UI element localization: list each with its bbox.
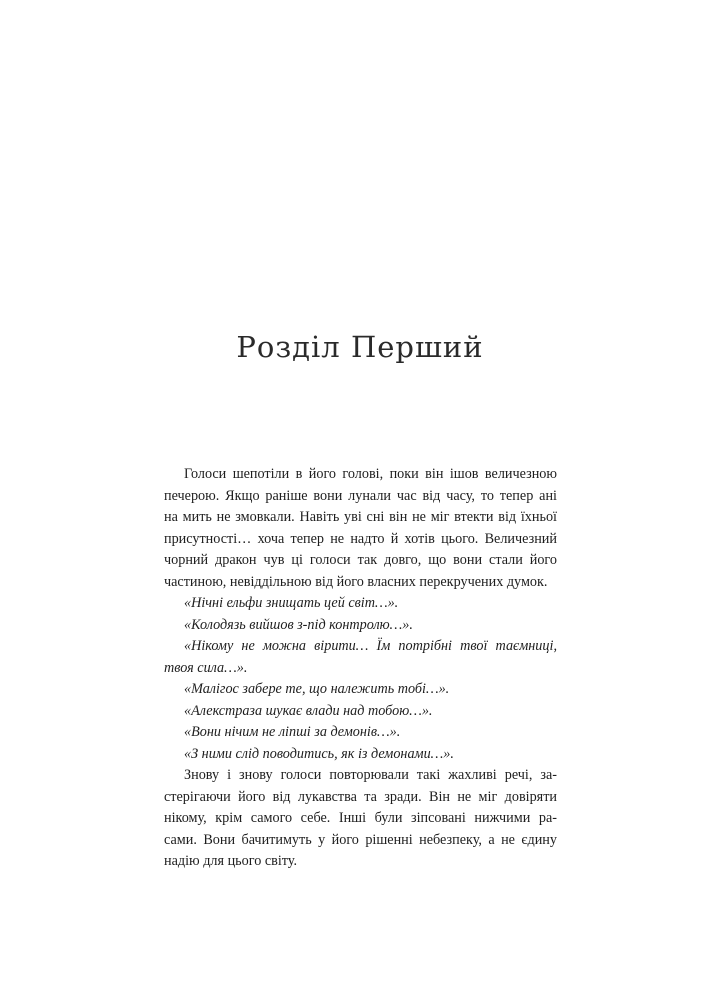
chapter-title: Розділ Перший bbox=[236, 330, 484, 364]
quote-line: твоя сила…». bbox=[164, 659, 248, 676]
quote-line: «Колодязь вийшов з-під контролю…». bbox=[184, 616, 413, 633]
quote-line: «Нікому не можна вірити… Їм потрібні твої таємниці, bbox=[184, 638, 557, 654]
text-line: присутності… хоча тепер не надто й хотів цього. Величезний bbox=[164, 530, 557, 547]
text-line: на мить не змовкали. Навіть уві сні він не міг втекти від їхньої bbox=[164, 509, 557, 525]
quote-line: «Вони нічим не ліпші за демонів…». bbox=[184, 724, 401, 740]
text-line: печерою. Якщо раніше вони лунали час від часу, то тепер ані bbox=[164, 487, 557, 504]
text-line: Знову і знову голоси повторювали такі жахливі речі, за- bbox=[184, 767, 557, 783]
text-line: надію для цього світу. bbox=[164, 853, 297, 869]
text-line: нікому, крім самого себе. Інші були зіпсовані нижчими ра- bbox=[164, 810, 557, 826]
quote-line: «Малігос забере те, що належить тобі…». bbox=[184, 681, 450, 697]
quote-line: «Алекстраза шукає влади над тобою…». bbox=[184, 702, 433, 719]
text-line: сами. Вони бачитимуть у його рішенні небезпеку, а не єдину bbox=[164, 831, 557, 848]
quote-line: «Нічні ельфи знищать цей світ…». bbox=[184, 595, 399, 611]
quote-line: «З ними слід поводитись, як із демонами…». bbox=[184, 745, 454, 762]
chapter-text bbox=[164, 464, 557, 873]
text-line: чорний дракон чув ці голоси так довго, що вони стали його bbox=[164, 552, 557, 568]
text-line: частиною, невіддільною від його власних перекручених думок. bbox=[164, 573, 548, 590]
text-line: стерігаючи його від лукавства та зради. Він не міг довіряти bbox=[164, 788, 557, 805]
text-line: Голоси шепотіли в його голові, поки він ішов величезною bbox=[184, 466, 557, 482]
